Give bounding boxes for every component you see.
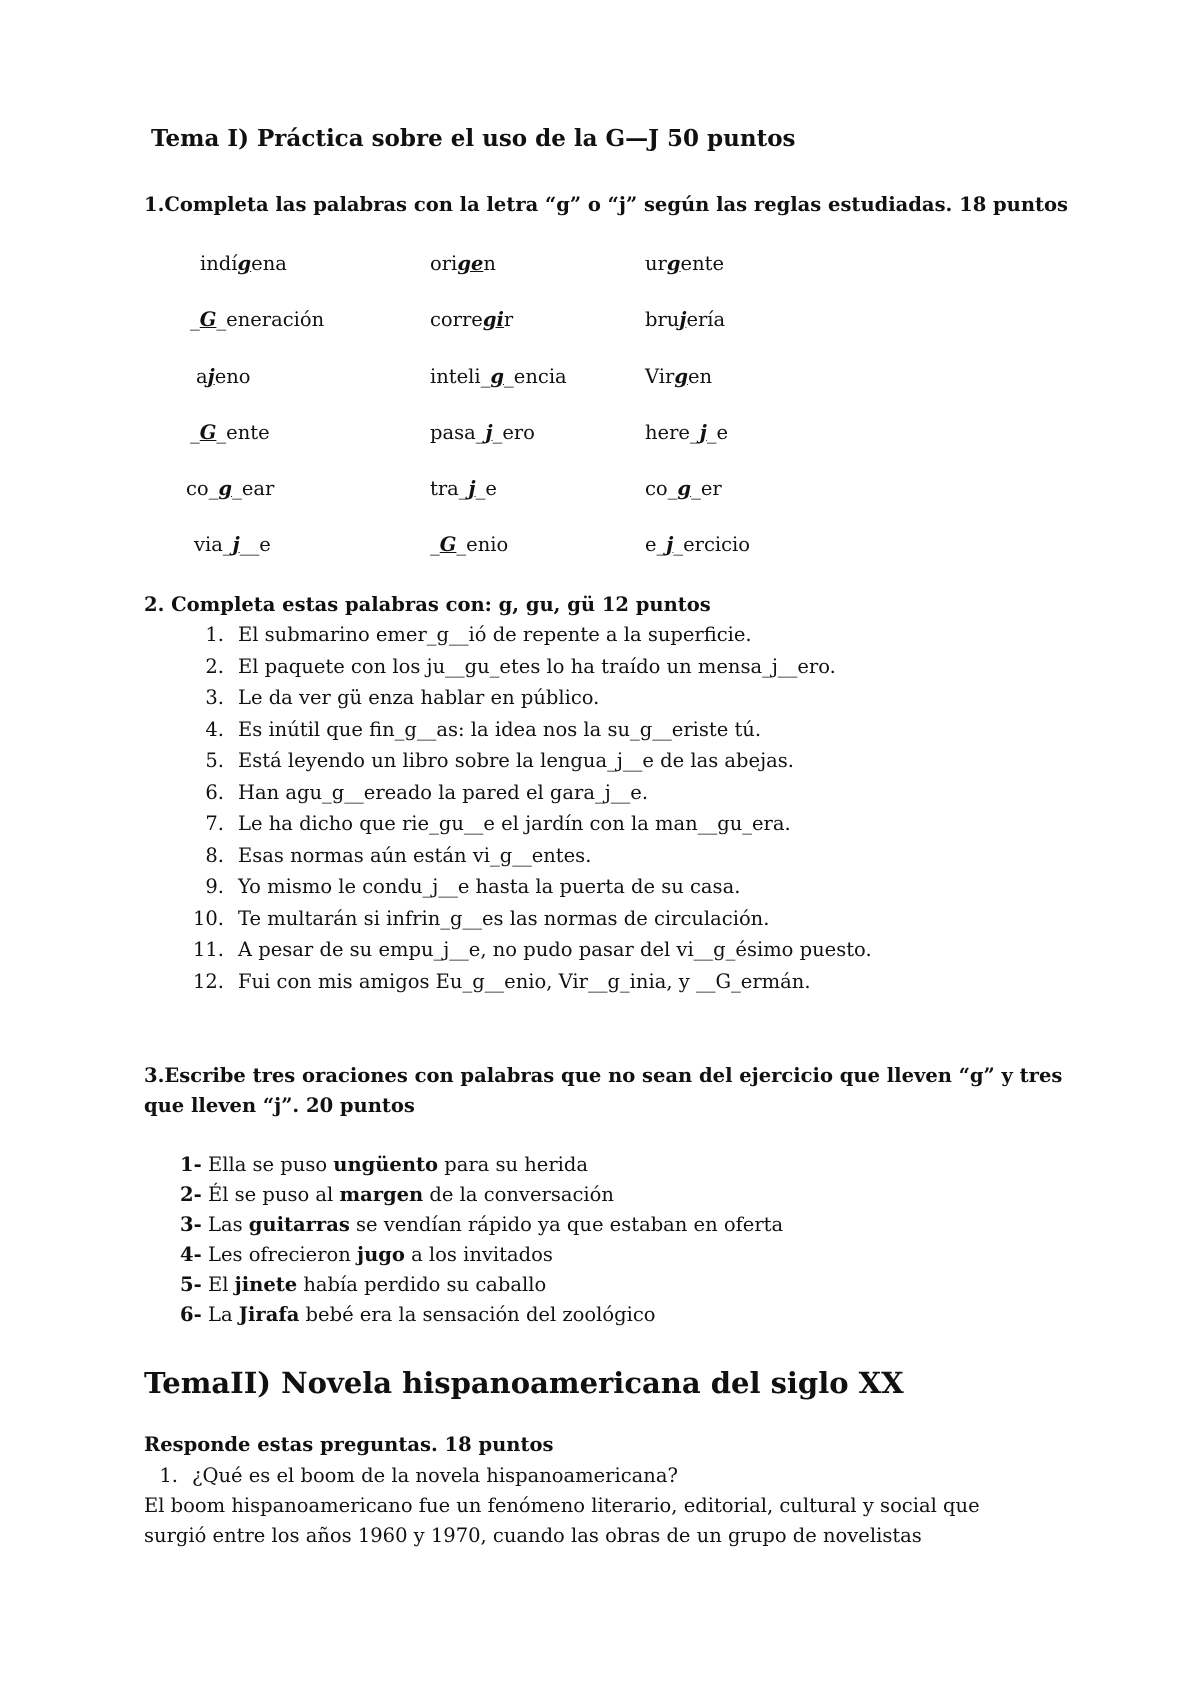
word-cell — [645, 422, 728, 444]
answer-letter: g — [666, 252, 681, 275]
item-text: Yo mismo le condu_j__e hasta la puerta de su casa. — [238, 875, 741, 898]
key-word: jinete — [234, 1273, 298, 1296]
answer-letter: j — [232, 533, 240, 556]
word-prefix: _ — [190, 421, 200, 444]
answer-letter: g — [677, 477, 692, 500]
ex2-item — [190, 970, 811, 993]
sentence-end: bebé era la sensación del zoológico — [299, 1303, 656, 1326]
word-suffix: _encia — [504, 365, 567, 388]
answer-letter: gi — [482, 308, 504, 331]
sentence-start: Las — [208, 1213, 249, 1236]
word-cell — [200, 253, 287, 275]
ex2-item — [190, 844, 591, 867]
word-suffix: _ero — [492, 421, 535, 444]
word-prefix: bru — [645, 308, 680, 331]
answer-letter: j — [679, 308, 687, 331]
ex2-item — [190, 938, 872, 961]
answer-letter: j — [699, 421, 707, 444]
word-prefix: ur — [645, 252, 667, 275]
word-suffix: _ercicio — [673, 533, 751, 556]
key-word: jugo — [357, 1243, 405, 1266]
key-word: margen — [339, 1183, 424, 1206]
answer-letter: G — [199, 308, 217, 331]
ex2-item — [190, 907, 769, 930]
question-text: ¿Qué es el boom de la novela hispanoamericana? — [192, 1464, 678, 1487]
ex3-sentence — [180, 1213, 783, 1236]
word-cell — [190, 309, 324, 331]
word-suffix: r — [503, 308, 514, 331]
sentence-start: Les ofrecieron — [208, 1243, 358, 1266]
word-suffix: _er — [691, 477, 722, 500]
item-text: El submarino emer_g__ió de repente a la superficie. — [238, 623, 752, 646]
item-number: 4. — [205, 717, 224, 741]
ex2-item — [190, 749, 794, 772]
item-text: Le da ver gü enza hablar en público. — [238, 686, 600, 709]
word-cell — [430, 253, 496, 275]
answer-letter: j — [666, 533, 674, 556]
word-prefix: a — [196, 365, 208, 388]
ex2-item — [190, 718, 761, 741]
word-suffix: _e — [706, 421, 729, 444]
word-prefix: co_ — [645, 477, 678, 500]
sentence-number: 5- — [180, 1273, 202, 1296]
key-word: ungüento — [333, 1153, 439, 1176]
sentence-start: El — [208, 1273, 235, 1296]
answer-letter: g — [237, 252, 252, 275]
sentence-number: 6- — [180, 1303, 202, 1326]
item-number: 7. — [205, 812, 224, 835]
word-cell — [194, 534, 271, 556]
item-number: 12. — [192, 969, 224, 993]
tema2-title: TemaII) Novela hispanoamericana del siglo XX — [144, 1366, 904, 1400]
sentence-end: se vendían rápido ya que estaban en oferta — [349, 1213, 784, 1236]
answer-letter: g — [218, 477, 233, 500]
word-suffix: _ente — [216, 421, 270, 444]
ex3-heading-line2: que lleven “j”. 20 puntos — [144, 1094, 415, 1117]
ex3-heading-line1: 3.Escribe tres oraciones con palabras que no sean del ejercicio que lleven “g” y tres — [144, 1064, 1063, 1087]
answer-letter: j — [207, 365, 215, 388]
word-suffix: ente — [680, 252, 725, 275]
word-prefix: co_ — [186, 477, 219, 500]
item-text: Es inútil que fin_g__as: la idea nos la su_g__eriste tú. — [238, 717, 762, 741]
tema2-question-1 — [144, 1464, 678, 1487]
word-prefix: ori — [430, 252, 458, 275]
word-prefix: inteli_ — [430, 365, 491, 388]
item-number: 6. — [205, 780, 224, 804]
word-cell — [645, 253, 724, 275]
answer-letter: g — [674, 365, 688, 388]
word-cell — [645, 478, 722, 500]
answer-letter: ge — [457, 252, 484, 275]
word-cell — [196, 366, 251, 388]
item-number: 1. — [205, 623, 224, 646]
item-text: Está leyendo un libro sobre la lengua_j__e de las abejas. — [238, 749, 794, 772]
answer-letter: g — [490, 365, 505, 388]
word-prefix: Vir — [645, 365, 675, 388]
tema1-title: Tema I) Práctica sobre el uso de la G—J 50 puntos — [151, 125, 796, 152]
key-word: Jirafa — [238, 1303, 300, 1326]
answer-letter: j — [485, 421, 493, 444]
item-number: 11. — [192, 938, 224, 961]
sentence-number: 3- — [180, 1213, 202, 1236]
sentence-number: 4- — [180, 1243, 202, 1266]
ex3-sentence — [180, 1183, 614, 1206]
word-prefix: corre — [430, 308, 483, 331]
word-prefix: here_ — [645, 421, 700, 444]
item-number: 8. — [205, 843, 224, 867]
word-cell — [645, 309, 725, 331]
word-cell — [430, 366, 570, 388]
word-prefix: via_ — [194, 533, 233, 556]
word-prefix: tra_ — [430, 477, 469, 500]
item-text: Han agu_g__ereado la pared el gara_j__e. — [238, 780, 649, 804]
word-suffix: n — [483, 252, 496, 275]
answer-letter: j — [468, 477, 476, 500]
sentence-end: de la conversación — [423, 1183, 614, 1206]
ex2-item — [190, 781, 648, 804]
ex3-sentence — [180, 1153, 588, 1176]
ex2-heading: 2. Completa estas palabras con: g, gu, gü 12 puntos — [144, 593, 711, 616]
ex3-sentence — [180, 1303, 656, 1326]
tema2-answer-line2: surgió entre los años 1960 y 1970, cuando las obras de un grupo de novelistas — [144, 1524, 922, 1547]
word-cell — [190, 422, 270, 444]
item-text: A pesar de su empu_j__e, no pudo pasar del vi__g_ésimo puesto. — [238, 938, 872, 961]
ex2-item — [190, 686, 599, 709]
word-cell — [430, 534, 508, 556]
word-cell — [186, 478, 274, 500]
key-word: guitarras — [248, 1213, 350, 1236]
word-suffix: __e — [239, 533, 271, 556]
item-text: Fui con mis amigos Eu_g__enio, Vir__g_inia, y __G_ermán. — [238, 969, 811, 993]
item-text: Le ha dicho que rie_gu__e el jardín con la man__gu_era. — [238, 812, 791, 835]
answer-letter: G — [439, 533, 457, 556]
tema2-heading: Responde estas preguntas. 18 puntos — [144, 1433, 554, 1456]
word-suffix: ena — [251, 252, 287, 275]
word-prefix: _ — [430, 533, 440, 556]
ex2-item — [190, 812, 791, 835]
sentence-start: La — [208, 1303, 239, 1326]
word-cell — [430, 309, 513, 331]
word-cell — [645, 366, 712, 388]
sentence-start: Él se puso al — [208, 1183, 340, 1206]
question-number: 1. — [159, 1464, 178, 1487]
sentence-number: 2- — [180, 1183, 202, 1206]
ex1-heading: 1.Completa las palabras con la letra “g” o “j” según las reglas estudiadas. 18 puntos — [144, 193, 1069, 216]
word-suffix: _enio — [456, 533, 509, 556]
ex2-item — [190, 623, 752, 646]
sentence-end: a los invitados — [404, 1243, 553, 1266]
ex2-item — [190, 875, 740, 898]
item-number: 3. — [205, 686, 224, 709]
tema2-answer-line1: El boom hispanoamericano fue un fenómeno literario, editorial, cultural y social que — [144, 1494, 980, 1517]
sentence-end: había perdido su caballo — [297, 1273, 547, 1296]
word-suffix: _eneración — [216, 308, 325, 331]
word-suffix: en — [687, 365, 713, 388]
item-number: 10. — [192, 906, 224, 930]
word-prefix: e_ — [645, 533, 667, 556]
sentence-number: 1- — [180, 1153, 202, 1176]
word-cell — [430, 422, 535, 444]
word-prefix: indí — [200, 252, 238, 275]
word-suffix: _e — [475, 477, 497, 500]
word-cell — [645, 534, 750, 556]
item-text: El paquete con los ju__gu_etes lo ha traído un mensa_j__ero. — [238, 654, 836, 678]
word-suffix: _ear — [232, 477, 275, 500]
word-suffix: ería — [686, 308, 726, 331]
item-text: Esas normas aún están vi_g__entes. — [238, 843, 592, 867]
answer-letter: G — [199, 421, 217, 444]
ex2-item — [190, 655, 836, 678]
sentence-end: para su herida — [438, 1153, 589, 1176]
word-prefix: _ — [190, 308, 200, 331]
item-number: 2. — [205, 654, 224, 678]
item-text: Te multarán si infrin_g__es las normas de circulación. — [238, 906, 770, 930]
ex3-sentence — [180, 1273, 546, 1296]
word-suffix: eno — [214, 365, 251, 388]
word-prefix: pasa_ — [430, 421, 486, 444]
ex3-sentence — [180, 1243, 553, 1266]
sentence-start: Ella se puso — [208, 1153, 334, 1176]
item-number: 5. — [205, 749, 224, 772]
item-number: 9. — [205, 875, 224, 898]
word-cell — [430, 478, 497, 500]
